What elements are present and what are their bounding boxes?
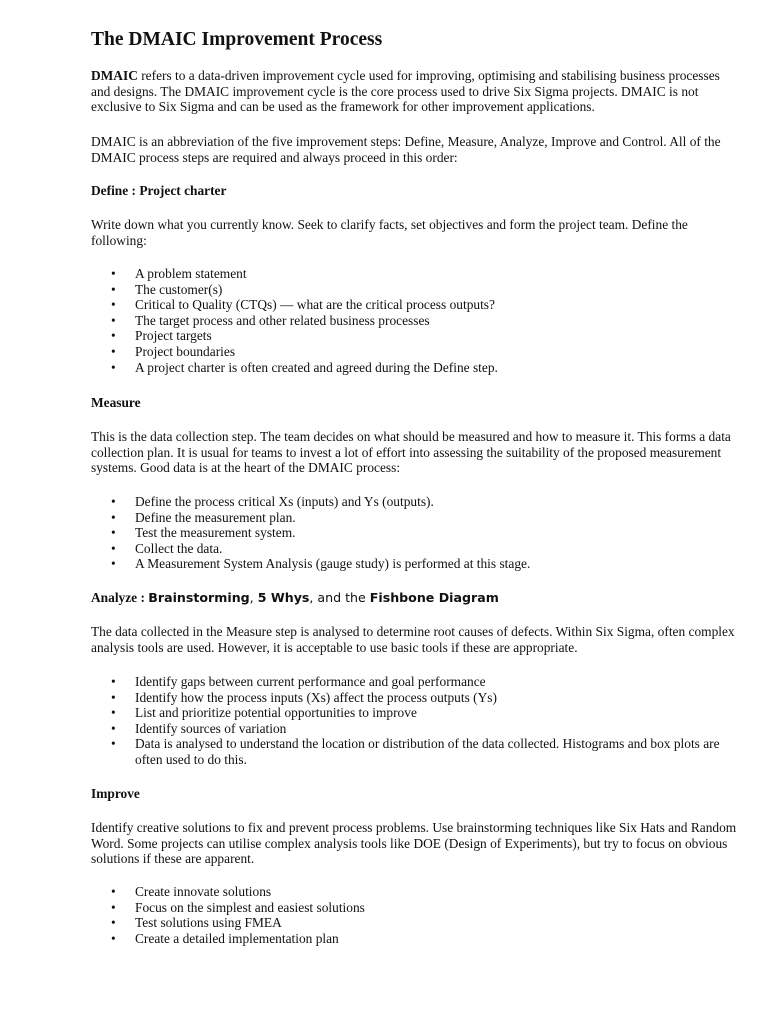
- list-item: • A Measurement System Analysis (gauge study) is performed at this stage.: [91, 556, 741, 572]
- list-item: • Critical to Quality (CTQs) — what are the critical process outputs?: [91, 297, 741, 313]
- page-title: The DMAIC Improvement Process: [91, 29, 383, 50]
- list-item: • A project charter is often created and agreed during the Define step.: [91, 360, 741, 376]
- improve-paragraph: Identify creative solutions to fix and prevent process problems. Use brainstorming techniques like Six Hats and Random Word. Some projects can utilise complex analysis tools like DOE (Design of Experiments), but try to focus on obvious solutions if these are apparent.: [91, 820, 737, 867]
- list-item: • Focus on the simplest and easiest solutions: [91, 900, 741, 916]
- list-item: • The target process and other related business processes: [91, 313, 741, 329]
- intro-term: DMAIC: [91, 68, 138, 83]
- list-item: • Identify how the process inputs (Xs) affect the process outputs (Ys): [91, 690, 741, 706]
- list-item: • Define the measurement plan.: [91, 510, 741, 526]
- measure-paragraph: This is the data collection step. The team decides on what should be measured and how to measure it. This forms a data collection plan. It is usual for teams to invest a lot of effort into assessing the suitability of the proposed measurement systems. Good data is at the heart of the DMAIC process:: [91, 429, 731, 476]
- list-item: • A problem statement: [91, 266, 741, 282]
- list-item: • Data is analysed to understand the location or distribution of the data collected. Histograms and box plots are often used to do this.: [91, 736, 741, 767]
- define-heading: Define : Project charter: [91, 183, 227, 198]
- improve-heading: Improve: [91, 786, 140, 801]
- abbreviation-paragraph: DMAIC is an abbreviation of the five improvement steps: Define, Measure, Analyze, Improve and Control. All of the DMAIC process steps are required and always proceed in this order:: [91, 134, 721, 165]
- list-item: • Project targets: [91, 328, 741, 344]
- list-item: • Collect the data.: [91, 541, 741, 557]
- define-paragraph: Write down what you currently know. Seek to clarify facts, set objectives and form the project team. Define the following:: [91, 217, 688, 248]
- analyze-list: [91, 674, 741, 768]
- analyze-heading: [91, 590, 741, 606]
- improve-list: [91, 884, 741, 946]
- list-item: • Define the process critical Xs (inputs) and Ys (outputs).: [91, 494, 741, 510]
- measure-list: [91, 494, 741, 572]
- list-item: • Identify gaps between current performance and goal performance: [91, 674, 741, 690]
- brainstorming-link[interactable]: Brainstorming: [148, 590, 250, 605]
- heading-separator: ,: [249, 590, 258, 605]
- define-list: [91, 266, 741, 375]
- measure-heading: Measure: [91, 395, 141, 410]
- list-item: • Create innovate solutions: [91, 884, 741, 900]
- five-whys-link[interactable]: 5 Whys: [257, 590, 310, 605]
- list-item: • List and prioritize potential opportunities to improve: [91, 705, 741, 721]
- analyze-paragraph: The data collected in the Measure step is analysed to determine root causes of defects. Within Six Sigma, often complex analysis tools are used. However, it is acceptable to use basic tools if these are appropriate.: [91, 624, 735, 655]
- list-item: • Test the measurement system.: [91, 525, 741, 541]
- list-item: • Identify sources of variation: [91, 721, 741, 737]
- list-item: • Project boundaries: [91, 344, 741, 360]
- intro-paragraph: [91, 68, 741, 115]
- list-item: • The customer(s): [91, 282, 741, 298]
- fishbone-diagram-link[interactable]: Fishbone Diagram: [369, 590, 499, 605]
- intro-text: refers to a data-driven improvement cycle used for improving, optimising and stabilising business processes and designs. The DMAIC improvement cycle is the core process used to drive Six Sigma projects. DMAIC is not exclusive to Six Sigma and can be used as the framework for other improvement applications.: [91, 68, 720, 115]
- list-item: • Test solutions using FMEA: [91, 915, 741, 931]
- list-item: • Create a detailed implementation plan: [91, 931, 741, 947]
- analyze-heading-prefix: Analyze :: [91, 590, 149, 605]
- heading-separator: , and the: [309, 590, 370, 605]
